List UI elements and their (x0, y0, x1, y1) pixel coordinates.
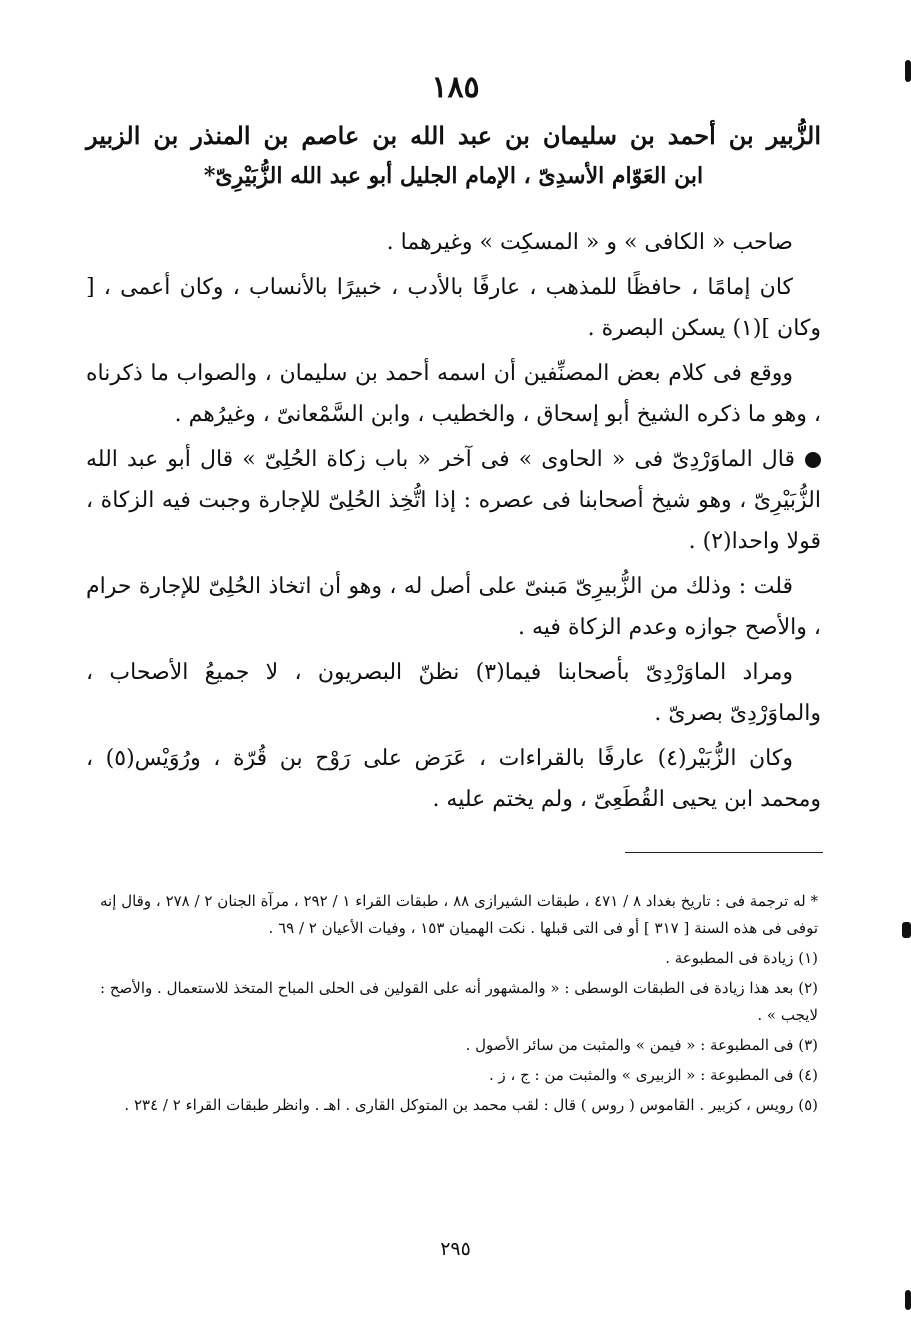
footnote-3: (٣) فى المطبوعة : « فيمن » والمثبت من سائر الأصول . (465, 1036, 818, 1054)
footnote-5: (٥) رويس ، كزبير . القاموس ( روس ) قال : لقب محمد بن المتوكل القارى . اهـ . وانظر طبقات القراء ٢ / ٢٣٤ . (124, 1096, 818, 1114)
paragraph-4-text: قال الماوَرْدِىّ فى « الحاوى » فى آخر « باب زكاة الحُلِىّ » قال أبو عبد الله الزُّبَيْرِىّ ، وهو شيخ أصحابنا فى عصره : إذا اتُّخِذ الحُلِىّ للإجارة وجبت فيه الزكاة ، قولا واحدا(٢) . (86, 447, 821, 554)
title-line-1: الزُّبير بن أحمد بن سليمان بن عبد الله بن عاصم بن المنذر بن الزبير (86, 121, 821, 150)
paragraph-6: ومراد الماوَرْدِىّ بأصحابنا فيما(٣) نظنّ البصريون ، لا جميعُ الأصحاب ، والماوَرْدِىّ بصرىّ . (86, 660, 821, 726)
edge-mark-middle (902, 922, 911, 938)
paragraph-7: وكان الزُّبَيْر(٤) عارفًا بالقراءات ، عَرَض على رَوْح بن قُرّة ، ورُوَيْس(٥) ، ومحمد ابن يحيى القُطَعِىّ ، ولم يختم عليه . (86, 746, 821, 812)
paragraph-2: كان إمامًا ، حافظًا للمذهب ، عارفًا بالأدب ، خبيرًا بالأنساب ، وكان أعمى ، [ وكان ](١) يسكن البصرة . (86, 275, 821, 341)
footnote-2: (٢) بعد هذا زيادة فى الطبقات الوسطى : « والمشهور أنه على القولين فى الحلى المباح المتخذ للاستعمال . والأصح : لايجب » . (100, 979, 818, 1024)
footnotes (100, 888, 818, 1122)
title-line-2: ابن العَوّام الأسدِىّ ، الإمام الجليل أبو عبد الله الزُّبَيْرِىّ* (203, 163, 704, 189)
edge-mark-top (905, 60, 911, 82)
footnote-4: (٤) فى المطبوعة : « الزبيرى » والمثبت من : ج ، ز . (488, 1066, 818, 1084)
edge-mark-bottom (905, 1290, 911, 1310)
entry-title (86, 116, 821, 196)
bullet-icon (805, 452, 821, 468)
paragraph-3: ووقع فى كلام بعض المصنِّفين أن اسمه أحمد بن سليمان ، والصواب ما ذكرناه ، وهو ما ذكره الشيخ أبو إسحاق ، والخطيب ، وابن السَّمْعانىّ ، وغيرُهم . (86, 361, 821, 427)
footnote-star: * له ترجمة فى : تاريخ بغداد ٨ / ٤٧١ ، طبقات الشيرازى ٨٨ ، طبقات القراء ١ / ٢٩٢ ، مرآة الجنان ٢ / ٢٧٨ ، وقال إنه توفى فى هذه السنة [ ٣١٧ ] أو فى التى قبلها . نكت الهميان ١٥٣ ، وفيات الأعيان ٢ / ٦٩ . (100, 892, 818, 937)
paragraph-4 (86, 439, 821, 562)
body-text (86, 222, 821, 824)
footnote-1: (١) زيادة فى المطبوعة . (665, 949, 818, 967)
page-number: ٢٩٥ (440, 1238, 471, 1260)
paragraph-5: قلت : وذلك من الزُّبيرِىّ مَبنىّ على أصل له ، وهو أن اتخاذ الحُلِىّ للإجارة حرام ، والأصح جوازه وعدم الزكاة فيه . (86, 574, 821, 640)
paragraph-1: صاحب « الكافى » و « المسكِت » وغيرهما . (386, 230, 793, 255)
entry-number: ١٨٥ (431, 70, 480, 105)
footnote-separator (625, 852, 823, 853)
